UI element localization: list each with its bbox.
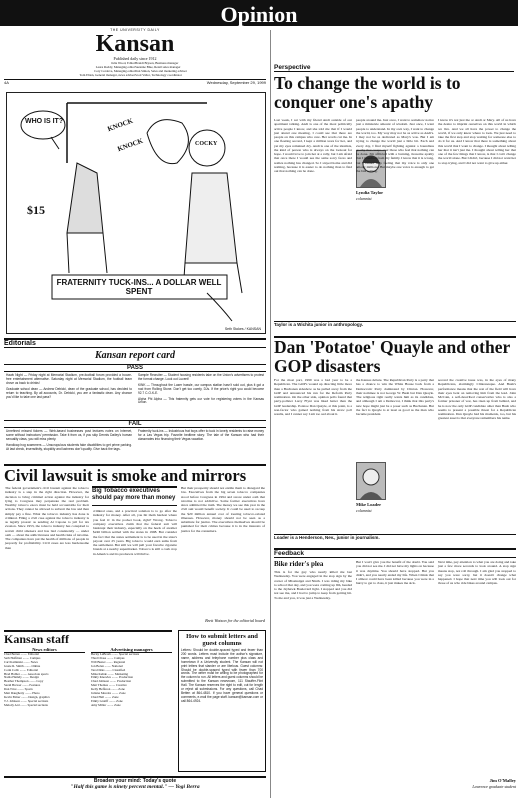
fail-column-right [138,430,264,462]
staff-entry: Chad Johnson ........ Production [91,679,131,684]
quote-text: "Half this game is ninety percent mental." — Yogi Berra [70,784,200,790]
staff-entry: Kelly Hefferon ........ Zone [91,687,125,692]
staff-entry: Emily Knowles ........ Production [91,675,133,680]
quayle-col-2: the Kansas debate. The Republican Party is a party that has a chance to win the White House back from a Democratic Party dominated by Clinton. However, their nominee is not George W. Bush but Dan Quayle. The religious right really wants him as its candidate, and although I am a Democrat, I think that this party's new hope might just be a poser such as Buchanan. But the fact is Quayle is at least as good as the man who became president. [356,378,434,416]
pass-item: Graduate school dean — Andrew Debicki, dean of the graduate school, has decided to return to teaching. By all accounts, Dr. Debicki, you are a fantastic dean. Any chance you'd like to take one last pass? [6,386,132,399]
staff-entry: Mina Kehde ........ Marketing [91,671,129,676]
pass-column-left [6,374,132,418]
staff-entry: Matt Daugherty ........ Photo [4,691,40,696]
howto-title: How to submit letters and guest columns [186,633,258,647]
fail-item: Fraternity tuck-ins — Industrious frat boys offer to tuck in lonely residents to raise money for a Las Vegas trip. Favorite bedtime story: The tale of the Kansan who had their classmates into financing their Vegas vacation. [138,429,264,441]
civil-col-1: The federal government's civil lawsuit against the tobacco industry is a step in the right direction. However, the decision to bring criminal action against the industry for lying to Congress may perpetuate the real problem. Wealthy tobacco execs must be held accountable for their actions. They cannot be allowed to subvert the law and then simply pay a fine. What the tobacco industry has done is criminal. Filing a civil case against the tobacco industry is as legally prosaic as sending Al Capone to jail for tax evasion. Since 1953, the tobacco industry has conspired to recruit child smokers and has lied consistently — under oath — about the addictiveness and health risks of nicotine. The companies have put the health of millions of people in jeopardy for profitability. Civil cases are less burdensome than [5,486,89,550]
cartoon-cocky-cap: COCKY [195,141,218,147]
columnist-photo-2 [356,462,386,500]
columnist-name: Lyndia Taylor [356,190,384,195]
staff-entry: Kevin Elmer ........ Design, graphics [4,694,50,699]
pass-item: KINK — Throughout the Lazer hassle, our campus station hasn't sold out, plus it got a nod from Rolling Stone. Don't get too comfy, DJs. If the price's right you could become 92.7 C-O-K-E. [138,382,264,395]
staff-box-title: Kansan staff [4,632,70,646]
civil-box [92,486,177,506]
staff-entry: Tara Dirks ........ Classified [91,667,126,672]
staff-entry: Jessie R. Smith ........ Online [4,663,41,668]
masthead [4,28,266,89]
columnist-role: columnist [356,196,372,201]
staff-entry: Nadia Hamdy ........ Design [4,675,39,680]
staff-entry: Corin Cobb ........ Editorial [4,667,39,672]
staff-entry: Sarah Brewer ........ Features [4,683,41,688]
ad-managers-list [91,647,172,708]
perspective-label: Perspective [274,64,514,72]
staff-right: Brandi Bryson, Business manager Suzanne Blue, Retail sales manager Dan Simon, Sales and marketing adviser Scott Vallor, Technology coordinator [135,61,187,77]
staff-left: Julie Wood, Editor Laura Roddy, Managing editor Cory Cordova, Managing editor Tom Eblen, General manager, news adviser [79,61,135,77]
civil-headline: Civil lawsuit is smoke and mirrors [4,464,266,485]
civil-col-2: criminal ones, and a practical solution is to go after the industry for money. After all, you hit them hardest where you feel it: in the pocket book, right? Wrong. Tobacco company executives claim that the federal suit will bankrupt their industry, especially on the heels of another $246 billion settled with the states in 1998. But consider the fact that the states settlement is to be used in the state's payout over 25 years. Big tobacco would earn sums from the settlement. But still we will pull your favorite cigarette brands at a nearby supermarket. Tobacco is still a cash crop in America and its producers will thrive. [93,509,177,556]
page-number: 4A [4,79,9,85]
staff-box [4,630,172,772]
staff-entry: Amy Miller ........ Zone [91,702,121,707]
masthead-name: Kansan [95,31,175,57]
fail-item: Handicap hog scammers — Unscrupulous students fake disabilities to get prime parking. At last check, insensitivity, stupidity and laziness don't qualify. Give back the tags. [6,442,132,451]
staff-entry: Heather Thompson ........ Copy [4,679,44,684]
staff-entry: Chad Betten ........ Editorial [4,652,39,656]
masthead-published: Published daily since 1912 [113,56,157,61]
howto-text: Letters: Should be double-spaced typed and fewer than 200 words. Letters must include the author's signature, name, address and telephone number plus class and hometown if a University student. The Kansan will not print letters that slander or are libelous. Guest columns: Should be double-spaced typed with fewer than 700 words. The writer must be willing to be photographed for the column to run. All letters and guest columns should be submitted to the Kansan newsroom, 111 Stauffer-Flint Hall. The Kansan reserves the right to edit, cut for length or reject all submissions. For any questions, call Chad Betten at 864-4810. If you have general questions or comments, e-mail the page staff. kansan@kansan.com or call 864-4924. [181,648,263,703]
quote-box [4,776,266,798]
civil-box-title: Big Tobacco executives should pay more than money [92,488,176,501]
feedback-headline: Bike rider's plea [274,560,324,568]
perspective-tagline: Taylor is a Wichita junior in anthropology. [274,321,516,327]
masthead-kicker: THE UNIVERSITY DAILY [110,28,160,32]
cartoon-drawing [7,93,265,333]
staff-entry: Brad Hallier ........ Associate sports [4,671,49,676]
columnist-role-2: columnist [356,508,372,513]
cartoon-credit: Seth Stokes / KANSAN [224,327,261,331]
staff-entry: Matt Thomas ........ Creative [91,683,127,688]
news-editors-list [4,647,85,708]
staff-entry: Carl Kaminski ........ News [4,659,38,664]
staff-entry: Seth Hoffman ........ Campus [4,655,41,660]
cartoon-price: $15 [27,203,45,217]
feedback-signature: Jim O'Malley [489,778,516,783]
perspective-col-1: Last week, I sat with my friend Andi outside of our apartment talking. Andi is one of the most politically active people I know, and she told me that if I would just attend one meeting, I could see that there are people on this campus who care. Her words cut me. In one fleeting second, I kept a million tears for her, and yet my eyes remained dry. Andi is one of the idealists, the kind of person who is always on the lookout for hope. I would love to join her at a rally, but I am afraid that once there I would see the same sorry faces and realize nothing has changed. So I stayed home and did nothing, because it is easier to do nothing than to find out that nothing can be done. [274,118,352,173]
quayle-tagline: Loader is a Henderson, Nev., junior in journalism. [274,534,516,540]
pass-item: Hawk Night — Friday night at Memorial Stadium, pre-football forum provided a booze-free entertainment alternative. Saturday night at Memorial Stadium, the football team drove us back to drinks! [6,373,132,385]
perspective-col-3: I know it's not just me or Andi or Mary. All of us have the desire to imprint ourselves on this world in which we live. And we all have the power to change the world, if we only knew where to look. We just need to take the first step and stop waiting for someone else to do it for us. And I know that there is something about this world that I want to change. I thought about telling her that it isn't just me. I thought about telling her that one of the few things that I know, is that I can't change the world alone. But I didn't, because I did not want her to stop trying, and I did not want to give up either. [438,118,516,165]
staff-entry: T.J. Johnson ........ Special sections [4,698,49,703]
section-title: Opinion [220,2,298,27]
feedback-col-3: Next time, pay attention to what you are doing and take just a few more seconds to look around. A stop sign means stop, not roll through. I am glad you stopped to say you were sorry, but it doesn't change what happened. I hope that next time you will look out for those of us who ride bikes around campus. [438,560,516,586]
cartoon-caption: FRATERNITY TUCK-INS... A DOLLAR WELL SPENT [56,278,222,296]
feedback-col-2: But I won't give you the benefit of the doubt. You said you did not see me. I did not have my lights on because it was daytime. You should have stopped. But you didn't, and you nearly ended my life. When I think that I almost could have been killed because you were in a hurry to get to class, it just makes me sick. [356,560,434,586]
quote-title: Broaden your mind: Today's quote [93,778,177,784]
quayle-headline: Dan 'Potatoe' Quayle and other GOP disasters [274,336,516,376]
pass-heading: PASS [4,364,266,372]
staff-entry: Juliana Moreira ........ Zone [91,691,126,696]
staff-entry: Will Buster ........ Regional [91,659,126,664]
ad-managers-title: Advertising managers [91,647,172,653]
fail-column-left [6,430,132,462]
perspective-col-2b [398,150,434,210]
staff-entry: Dan Trice ........ Sports [4,687,33,692]
staff-entry: Becky LaBrash ........ Special sections [91,652,140,656]
perspective-headline: To change the world is to conquer one's apathy [274,73,461,112]
issue-date: Wednesday, September 29, 1999 [206,79,266,85]
cartoon-knock-2: KNOCK [116,136,145,154]
columnist-name-2: Mike Loader [356,502,382,507]
cartoon-who-is-it: WHO IS IT? [25,118,64,125]
pass-column-right [138,374,264,418]
pass-item: Alpha Phi Alpha — This fraternity gets our vote for registering voters in the Kansas Union. [138,396,264,405]
report-card-title: Kansan report card [94,350,175,361]
feedback-label: Feedback [274,548,516,558]
staff-entry: Chad Hall ........ Zone [91,694,119,699]
fail-heading: FAIL [4,420,266,428]
fail-item: Unrefined missed tickers — Web-based businesses post lectures notes on Internet, some without instructors' permission. Take it from us, if you skip Dennis Dailey's human sexuality class, you will miss plenty. [6,429,132,441]
civil-byline: Brett Watson for the editorial board [205,618,265,623]
feedback-col-1: This is for the guy who nearly killed me last Wednesday. You were engaged in the stop sign by the corner of Mississippi and Ninth. I was riding my bike to school that day, and you were coming up 9th, headed to the Jayhawk Boulevard light. I stopped and you did not see me, and I had to jump to keep from getting hit. To me and you, it was just a Wednesday. [274,570,352,600]
pass-item: Sample Recruiter — Student housing residents take on the Union's advertisers to protest the format change. Look out Lucent! [138,373,264,381]
quayle-col-1: For the most part, 1999 was a bad year to be a Republican. The GOP's wound up directing little more than a Buchanan sideshow as he pulled away from the GOP and announced his run for the Reform Party nomination. On the other side, opinion polls found that party-pollster Larry Flynt was liked better than the GOP leadership. Potatoe Dan Quayle, at this point, is a non-factor who gained nothing from his straw poll results, and I cannot say I am too sad about it. [274,378,352,416]
quayle-col-3: second the creative issue was, in the eyes of many Republicans, alarmingly Clintonesque. And Bush's performance means that the rest of the field will have their eyes bent on removing him from the lead. John McCain, a self-described conservative who is also a former prisoner of war, has risen up from behind, and he is now the only GOP candidate other than Bush who seems to present a possible threat for a Republican nomination. Dan Quayle had his moments, too, but his greatest asset is that everyone remembers his name. [438,378,516,421]
howto-box [178,630,266,772]
staff-entry: Jon Bolen ........ National [91,663,123,668]
staff-entry: Melody Ard ........ Special sections [4,702,48,707]
staff-entry: Emily Gratiff ........ Zone [91,698,123,703]
staff-entry: Thad Chase ........ Campus [91,655,125,660]
cartoon-knock-1: KNOCK [106,116,135,134]
editorials-header: Editorials [4,338,266,348]
news-editors-title: News editors [4,647,85,653]
civil-col-3: But their prosperity should not entitle them to disregard the law. Executives from the big seven tobacco companies stood before Congress in 1994 and swore under oath that nicotine is not addictive. Some former executives have since admitted the truth. The money we see this year in the civil suit would benefit society. It could be used to recoup the $20 million annual cost of treating tobacco-related illnesses. However, money should not be seen as a substitute for justice. The executives themselves should be punished for their crimes because it is in the interests of justice for the consumers. [181,486,265,533]
editorial-cartoon [6,92,266,334]
perspective-col-2: people around me. Just once, I want to somehow notice just a miniscule amount of wisdom. Just once, I want people to understand. In my own way, I want to change the world, too. My way may not be as active as Andi's. I may not be as dedicated as Mary's was. But I am trying to change the world just a little bit. Each and every day, I find myself fighting against a boundless apathy that creeps over those who feel that nothing can be done. I'm afflicted with a burning, tiresome apathy that I inherited from my family. I know that it is wrong, but I cannot help feeling that my voice is only one among millions. But maybe one voice is enough to get the ball rolling. [356,118,434,173]
feedback-sig-role: Lawrence graduate student [472,784,516,789]
